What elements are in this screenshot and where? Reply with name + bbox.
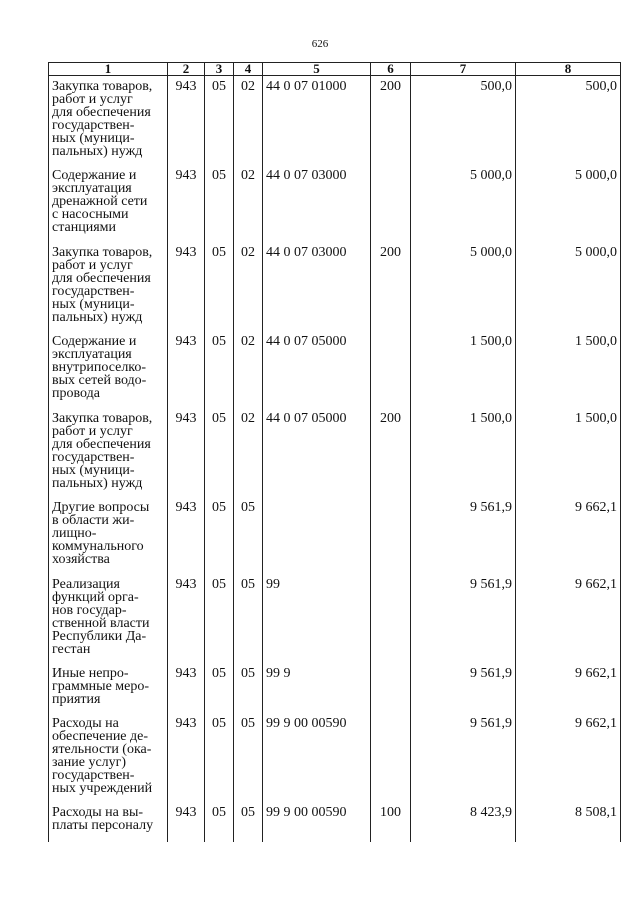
table-row [49, 408, 621, 497]
amount-col-7: 1 500,0 [411, 331, 516, 408]
section-code: 05 [205, 802, 234, 842]
section-code: 05 [205, 408, 234, 497]
expense-type-code: 200 [371, 408, 411, 497]
subsection-code: 05 [234, 497, 263, 574]
expense-type-code [371, 574, 411, 663]
table-row [49, 663, 621, 713]
amount-col-8: 9 662,1 [516, 663, 621, 713]
subsection-code: 02 [234, 76, 263, 165]
table-row [49, 76, 621, 165]
amount-col-7: 9 561,9 [411, 663, 516, 713]
header-col-2: 2 [168, 63, 205, 76]
section-code: 05 [205, 76, 234, 165]
amount-col-7: 1 500,0 [411, 408, 516, 497]
subsection-code: 05 [234, 802, 263, 842]
section-code: 05 [205, 663, 234, 713]
item-name-text: Содержание и эксплуатация внутрипоселко- вых сетей водо- провода [52, 333, 147, 401]
table-row [49, 802, 621, 842]
header-col-4: 4 [234, 63, 263, 76]
ministry-code: 943 [168, 242, 205, 331]
item-name [49, 331, 168, 408]
expense-type-code: 200 [371, 76, 411, 165]
item-name [49, 713, 168, 802]
header-col-5: 5 [263, 63, 371, 76]
ministry-code: 943 [168, 663, 205, 713]
item-name-text: Другие вопросы в области жи- лищно- коммунального хозяйства [52, 499, 150, 567]
item-name-text: Расходы на обеспечение де- ятельности (ока- зание услуг) государствен- ных учреждений [52, 715, 153, 796]
amount-col-8: 9 662,1 [516, 497, 621, 574]
target-article-code: 99 9 00 00590 [263, 713, 371, 802]
section-code: 05 [205, 713, 234, 802]
expense-type-code [371, 663, 411, 713]
item-name [49, 663, 168, 713]
target-article-code: 44 0 07 03000 [263, 242, 371, 331]
item-name [49, 802, 168, 842]
target-article-code: 99 9 [263, 663, 371, 713]
item-name [49, 574, 168, 663]
expense-type-code [371, 713, 411, 802]
amount-col-8: 1 500,0 [516, 331, 621, 408]
amount-col-7: 5 000,0 [411, 242, 516, 331]
ministry-code: 943 [168, 574, 205, 663]
amount-col-7: 9 561,9 [411, 574, 516, 663]
section-code: 05 [205, 574, 234, 663]
amount-col-7: 9 561,9 [411, 497, 516, 574]
ministry-code: 943 [168, 408, 205, 497]
target-article-code: 44 0 07 03000 [263, 165, 371, 242]
header-col-1: 1 [49, 63, 168, 76]
ministry-code: 943 [168, 802, 205, 842]
target-article-code [263, 497, 371, 574]
item-name [49, 76, 168, 165]
item-name-text: Расходы на вы- платы персоналу [52, 804, 154, 833]
subsection-code: 02 [234, 331, 263, 408]
header-row [49, 63, 621, 76]
ministry-code: 943 [168, 165, 205, 242]
ministry-code: 943 [168, 497, 205, 574]
ministry-code: 943 [168, 76, 205, 165]
page-number: 626 [311, 38, 329, 50]
section-code: 05 [205, 331, 234, 408]
expense-type-code: 100 [371, 802, 411, 842]
item-name [49, 165, 168, 242]
table-body [49, 76, 621, 842]
expense-type-code: 200 [371, 242, 411, 331]
subsection-code: 05 [234, 713, 263, 802]
amount-col-7: 9 561,9 [411, 713, 516, 802]
budget-table [48, 62, 621, 842]
section-code: 05 [205, 242, 234, 331]
target-article-code: 99 9 00 00590 [263, 802, 371, 842]
item-name-text: Закупка товаров, работ и услуг для обеспечения государствен- ных (муници- пальных) нужд [52, 410, 153, 491]
table-row [49, 497, 621, 574]
table-row [49, 331, 621, 408]
expense-type-code [371, 165, 411, 242]
table-row [49, 713, 621, 802]
target-article-code: 99 [263, 574, 371, 663]
header-col-6: 6 [371, 63, 411, 76]
item-name-text: Содержание и эксплуатация дренажной сети с насосными станциями [52, 167, 148, 235]
expense-type-code [371, 331, 411, 408]
ministry-code: 943 [168, 713, 205, 802]
subsection-code: 02 [234, 242, 263, 331]
table-row [49, 165, 621, 242]
subsection-code: 02 [234, 408, 263, 497]
item-name [49, 242, 168, 331]
header-col-3: 3 [205, 63, 234, 76]
item-name-text: Закупка товаров, работ и услуг для обеспечения государствен- ных (муници- пальных) нужд [52, 79, 153, 159]
subsection-code: 05 [234, 663, 263, 713]
amount-col-8: 9 662,1 [516, 574, 621, 663]
amount-col-7: 8 423,9 [411, 802, 516, 842]
header-col-7: 7 [411, 63, 516, 76]
item-name-text: Иные непро- граммные меро- приятия [52, 665, 150, 707]
section-code: 05 [205, 497, 234, 574]
ministry-code: 943 [168, 331, 205, 408]
table-row [49, 574, 621, 663]
amount-col-8: 8 508,1 [516, 802, 621, 842]
item-name [49, 408, 168, 497]
subsection-code: 05 [234, 574, 263, 663]
amount-col-8: 5 000,0 [516, 242, 621, 331]
target-article-code: 44 0 07 05000 [263, 331, 371, 408]
amount-col-7: 500,0 [411, 76, 516, 165]
target-article-code: 44 0 07 01000 [263, 76, 371, 165]
table-header [49, 63, 621, 76]
subsection-code: 02 [234, 165, 263, 242]
item-name [49, 497, 168, 574]
amount-col-8: 5 000,0 [516, 165, 621, 242]
table-row [49, 242, 621, 331]
target-article-code: 44 0 07 05000 [263, 408, 371, 497]
item-name-text: Закупка товаров, работ и услуг для обеспечения государствен- ных (муници- пальных) нужд [52, 244, 153, 325]
amount-col-8: 9 662,1 [516, 713, 621, 802]
section-code: 05 [205, 165, 234, 242]
expense-type-code [371, 497, 411, 574]
amount-col-8: 1 500,0 [516, 408, 621, 497]
item-name-text: Реализация функций орга- нов государ- ственной власти Республики Да- гестан [52, 576, 150, 657]
amount-col-8: 500,0 [516, 76, 621, 165]
amount-col-7: 5 000,0 [411, 165, 516, 242]
header-col-8: 8 [516, 63, 621, 76]
